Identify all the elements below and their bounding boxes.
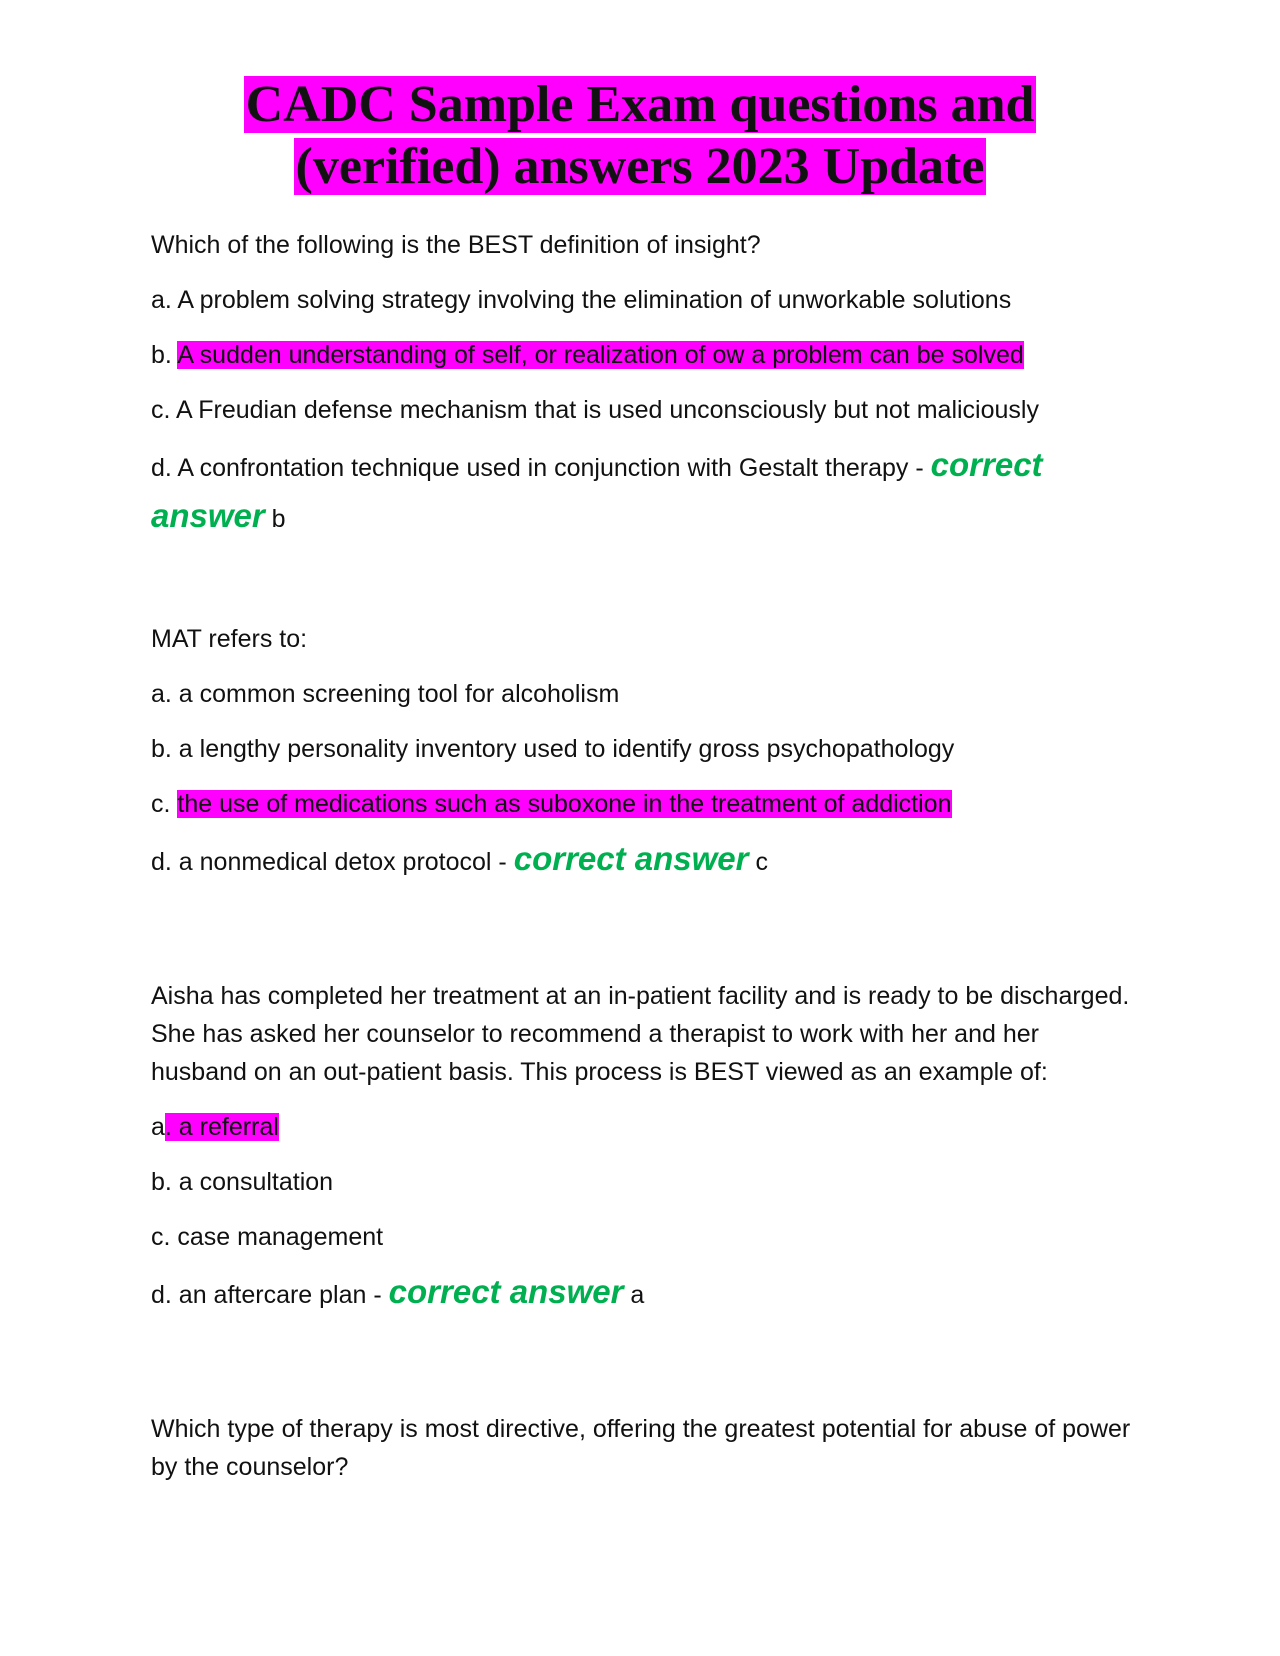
- answer-letter: b: [264, 505, 286, 533]
- option-a: [151, 1108, 1131, 1146]
- option-c: c. case management: [151, 1223, 384, 1251]
- question-block-1: [151, 226, 1131, 543]
- document-title: [0, 74, 1280, 198]
- option-d: [151, 835, 1131, 886]
- correct-answer-label: correct answer: [513, 840, 749, 877]
- question-block-4: [151, 1410, 1131, 1486]
- option-c-highlighted: the use of medications such as suboxone in the treatment of addiction: [177, 790, 952, 818]
- spacer: [151, 560, 1131, 620]
- option-c: c. A Freudian defense mechanism that is used unconsciously but not maliciously: [151, 396, 1039, 424]
- title-line-1: CADC Sample Exam questions and: [245, 76, 1035, 133]
- question-text: Which type of therapy is most directive, offering the greatest potential for abuse of power by the counselor?: [151, 1415, 1131, 1481]
- correct-answer-label-cont: answer: [151, 497, 265, 534]
- option-d-text: d. A confrontation technique used in conjunction with Gestalt therapy -: [151, 454, 931, 482]
- option-d-text: d. an aftercare plan -: [151, 1281, 389, 1309]
- option-b: [151, 336, 1131, 374]
- option-a: a. a common screening tool for alcoholism: [151, 680, 620, 708]
- option-c-prefix: c.: [151, 790, 178, 818]
- option-d-text: d. a nonmedical detox protocol -: [151, 848, 514, 876]
- option-d: [151, 1268, 1131, 1319]
- question-block-2: [151, 620, 1131, 886]
- option-a: a. A problem solving strategy involving the elimination of unworkable solutions: [151, 286, 1012, 314]
- option-c: [151, 785, 1131, 823]
- option-b-prefix: b.: [151, 341, 178, 369]
- spacer: [151, 1336, 1131, 1410]
- option-b: b. a consultation: [151, 1168, 334, 1196]
- answer-letter: c: [748, 848, 768, 876]
- correct-answer-label: correct answer: [388, 1273, 624, 1310]
- answer-letter: a: [623, 1281, 645, 1309]
- option-b-highlighted: A sudden understanding of self, or realization of ow a problem can be solved: [177, 341, 1024, 369]
- question-block-3: [151, 977, 1131, 1319]
- option-a-highlighted: . a referral: [164, 1113, 279, 1141]
- question-text: MAT refers to:: [151, 625, 308, 653]
- question-text: Aisha has completed her treatment at an in-patient facility and is ready to be discharged. She has asked her counselor to recommend a therapist to work with her and her husband on an out-patient basis. This process is BEST viewed as an example of:: [151, 982, 1130, 1086]
- spacer: [151, 903, 1131, 977]
- correct-answer-label: correct: [930, 446, 1043, 483]
- option-a-prefix: a: [151, 1113, 165, 1141]
- option-b: b. a lengthy personality inventory used to identify gross psychopathology: [151, 735, 955, 763]
- document-body: [151, 226, 1131, 1503]
- option-d: [151, 441, 1131, 543]
- question-text: Which of the following is the BEST definition of insight?: [151, 231, 761, 259]
- title-line-2: (verified) answers 2023 Update: [295, 138, 985, 195]
